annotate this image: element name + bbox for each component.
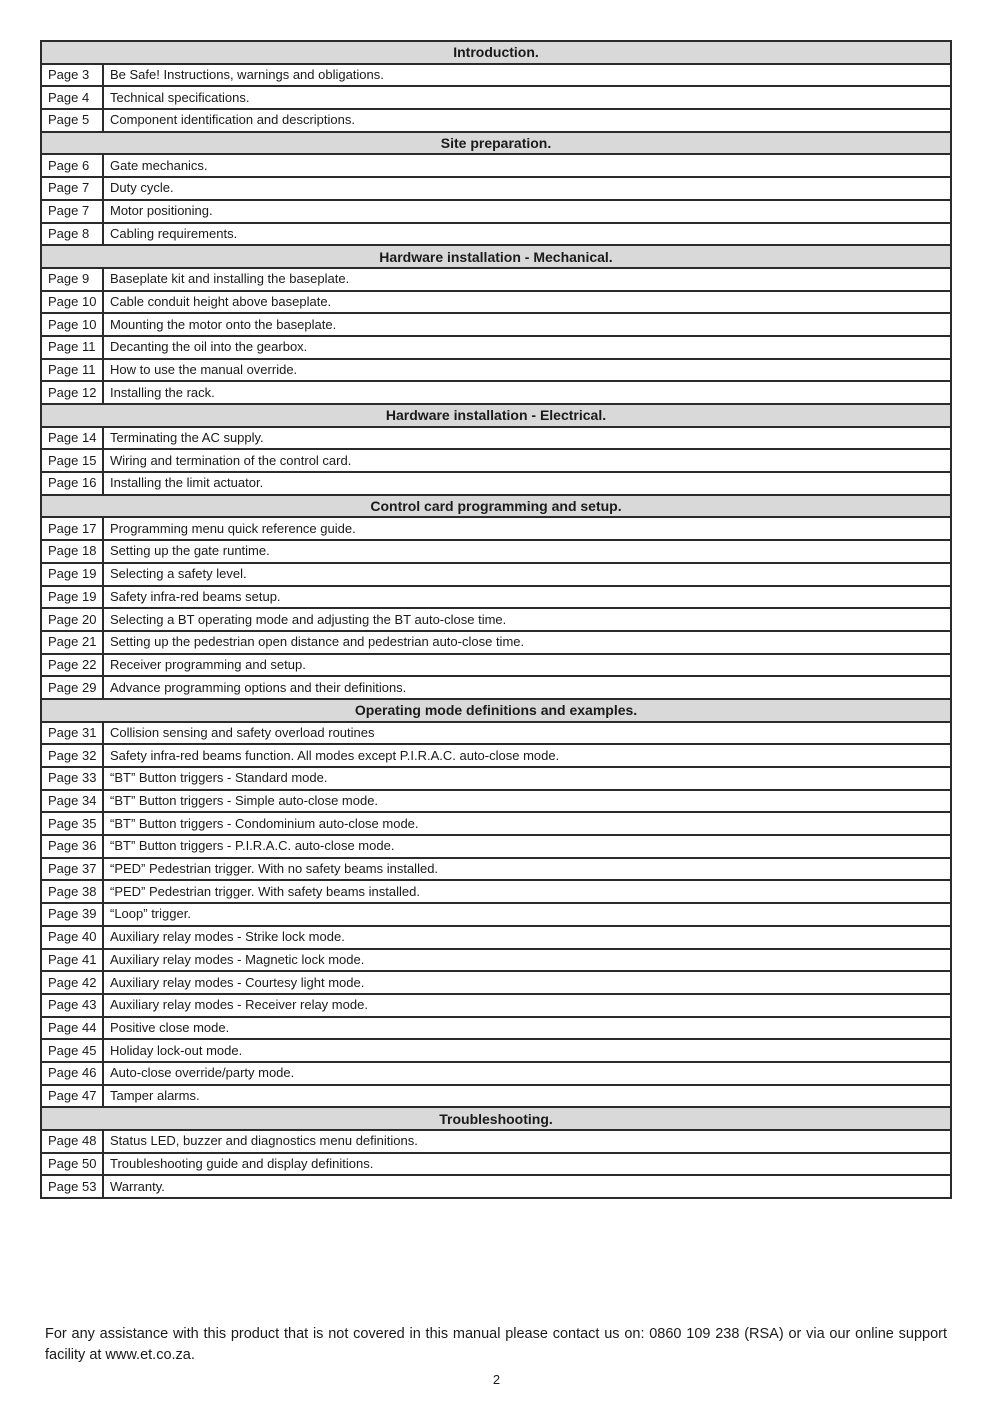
- entry-description: Duty cycle.: [103, 177, 951, 200]
- page-reference: Page 18: [41, 540, 103, 563]
- entry-description: Decanting the oil into the gearbox.: [103, 336, 951, 359]
- page-reference: Page 47: [41, 1085, 103, 1108]
- entry-description: Selecting a safety level.: [103, 563, 951, 586]
- page-reference: Page 42: [41, 971, 103, 994]
- page-reference: Page 48: [41, 1130, 103, 1153]
- entry-description: How to use the manual override.: [103, 359, 951, 382]
- entry-description: Be Safe! Instructions, warnings and obligations.: [103, 64, 951, 87]
- page-reference: Page 6: [41, 154, 103, 177]
- page-reference: Page 7: [41, 200, 103, 223]
- toc-entry-row: [41, 64, 951, 87]
- section-title: Hardware installation - Mechanical.: [41, 245, 951, 268]
- entry-description: Auxiliary relay modes - Strike lock mode.: [103, 926, 951, 949]
- toc-entry-row: [41, 336, 951, 359]
- page-reference: Page 39: [41, 903, 103, 926]
- page-reference: Page 8: [41, 223, 103, 246]
- toc-entry-row: [41, 517, 951, 540]
- entry-description: Programming menu quick reference guide.: [103, 517, 951, 540]
- entry-description: Wiring and termination of the control card.: [103, 449, 951, 472]
- entry-description: “BT” Button triggers - P.I.R.A.C. auto-close mode.: [103, 835, 951, 858]
- page-reference: Page 12: [41, 381, 103, 404]
- entry-description: Installing the limit actuator.: [103, 472, 951, 495]
- toc-entry-row: [41, 223, 951, 246]
- entry-description: Status LED, buzzer and diagnostics menu definitions.: [103, 1130, 951, 1153]
- page-reference: Page 20: [41, 608, 103, 631]
- entry-description: Installing the rack.: [103, 381, 951, 404]
- page-reference: Page 11: [41, 359, 103, 382]
- toc-entry-row: [41, 449, 951, 472]
- entry-description: Collision sensing and safety overload routines: [103, 722, 951, 745]
- toc-entry-row: [41, 291, 951, 314]
- entry-description: Baseplate kit and installing the baseplate.: [103, 268, 951, 291]
- toc-entry-row: [41, 1062, 951, 1085]
- toc-entry-row: [41, 1017, 951, 1040]
- entry-description: Technical specifications.: [103, 86, 951, 109]
- page-reference: Page 38: [41, 880, 103, 903]
- toc-entry-row: [41, 1130, 951, 1153]
- toc-entry-row: [41, 381, 951, 404]
- page-reference: Page 34: [41, 790, 103, 813]
- toc-entry-row: [41, 427, 951, 450]
- entry-description: “Loop” trigger.: [103, 903, 951, 926]
- page-reference: Page 16: [41, 472, 103, 495]
- entry-description: “PED” Pedestrian trigger. With safety beams installed.: [103, 880, 951, 903]
- section-header-row: [41, 1107, 951, 1130]
- entry-description: Gate mechanics.: [103, 154, 951, 177]
- toc-entry-row: [41, 1153, 951, 1176]
- section-title: Operating mode definitions and examples.: [41, 699, 951, 722]
- section-title: Troubleshooting.: [41, 1107, 951, 1130]
- page-reference: Page 35: [41, 812, 103, 835]
- table-of-contents: [40, 40, 952, 1199]
- entry-description: Auxiliary relay modes - Magnetic lock mode.: [103, 949, 951, 972]
- section-header-row: [41, 132, 951, 155]
- toc-entry-row: [41, 676, 951, 699]
- page-reference: Page 11: [41, 336, 103, 359]
- section-header-row: [41, 495, 951, 518]
- section-title: Control card programming and setup.: [41, 495, 951, 518]
- page-reference: Page 46: [41, 1062, 103, 1085]
- page-reference: Page 36: [41, 835, 103, 858]
- entry-description: Motor positioning.: [103, 200, 951, 223]
- page-reference: Page 31: [41, 722, 103, 745]
- entry-description: Advance programming options and their definitions.: [103, 676, 951, 699]
- page-reference: Page 29: [41, 676, 103, 699]
- toc-entry-row: [41, 926, 951, 949]
- page-reference: Page 14: [41, 427, 103, 450]
- entry-description: Receiver programming and setup.: [103, 654, 951, 677]
- page-reference: Page 41: [41, 949, 103, 972]
- page-reference: Page 44: [41, 1017, 103, 1040]
- entry-description: Troubleshooting guide and display definitions.: [103, 1153, 951, 1176]
- page-reference: Page 45: [41, 1039, 103, 1062]
- entry-description: Holiday lock-out mode.: [103, 1039, 951, 1062]
- toc-entry-row: [41, 971, 951, 994]
- page-reference: Page 50: [41, 1153, 103, 1176]
- toc-entry-row: [41, 812, 951, 835]
- entry-description: Setting up the pedestrian open distance and pedestrian auto-close time.: [103, 631, 951, 654]
- entry-description: “PED” Pedestrian trigger. With no safety beams installed.: [103, 858, 951, 881]
- section-title: Introduction.: [41, 41, 951, 64]
- entry-description: Auxiliary relay modes - Courtesy light mode.: [103, 971, 951, 994]
- toc-entry-row: [41, 1175, 951, 1198]
- page-reference: Page 33: [41, 767, 103, 790]
- toc-entry-row: [41, 177, 951, 200]
- page-number: 2: [492, 1372, 501, 1387]
- entry-description: Auto-close override/party mode.: [103, 1062, 951, 1085]
- entry-description: Cabling requirements.: [103, 223, 951, 246]
- entry-description: “BT” Button triggers - Simple auto-close mode.: [103, 790, 951, 813]
- page-reference: Page 43: [41, 994, 103, 1017]
- toc-entry-row: [41, 313, 951, 336]
- toc-entry-row: [41, 1039, 951, 1062]
- toc-entry-row: [41, 880, 951, 903]
- toc-entry-row: [41, 835, 951, 858]
- entry-description: “BT” Button triggers - Condominium auto-close mode.: [103, 812, 951, 835]
- entry-description: “BT” Button triggers - Standard mode.: [103, 767, 951, 790]
- toc-entry-row: [41, 109, 951, 132]
- page-reference: Page 4: [41, 86, 103, 109]
- entry-description: Safety infra-red beams function. All modes except P.I.R.A.C. auto-close mode.: [103, 744, 951, 767]
- page-reference: Page 37: [41, 858, 103, 881]
- toc-entry-row: [41, 631, 951, 654]
- toc-entry-row: [41, 154, 951, 177]
- entry-description: Component identification and descriptions.: [103, 109, 951, 132]
- page-reference: Page 10: [41, 313, 103, 336]
- entry-description: Setting up the gate runtime.: [103, 540, 951, 563]
- toc-entry-row: [41, 359, 951, 382]
- entry-description: Positive close mode.: [103, 1017, 951, 1040]
- page-reference: Page 9: [41, 268, 103, 291]
- section-title: Hardware installation - Electrical.: [41, 404, 951, 427]
- toc-entry-row: [41, 472, 951, 495]
- toc-entry-row: [41, 903, 951, 926]
- section-header-row: [41, 41, 951, 64]
- entry-description: Cable conduit height above baseplate.: [103, 291, 951, 314]
- entry-description: Terminating the AC supply.: [103, 427, 951, 450]
- toc-entry-row: [41, 790, 951, 813]
- page-reference: Page 10: [41, 291, 103, 314]
- page-reference: Page 53: [41, 1175, 103, 1198]
- section-title: Site preparation.: [41, 132, 951, 155]
- toc-entry-row: [41, 86, 951, 109]
- section-header-row: [41, 245, 951, 268]
- toc-entry-row: [41, 1085, 951, 1108]
- entry-description: Selecting a BT operating mode and adjusting the BT auto-close time.: [103, 608, 951, 631]
- entry-description: Auxiliary relay modes - Receiver relay mode.: [103, 994, 951, 1017]
- toc-entry-row: [41, 268, 951, 291]
- entry-description: Tamper alarms.: [103, 1085, 951, 1108]
- page-reference: Page 19: [41, 563, 103, 586]
- page-reference: Page 15: [41, 449, 103, 472]
- toc-entry-row: [41, 949, 951, 972]
- entry-description: Safety infra-red beams setup.: [103, 586, 951, 609]
- page-reference: Page 21: [41, 631, 103, 654]
- toc-entry-row: [41, 744, 951, 767]
- toc-entry-row: [41, 608, 951, 631]
- toc-entry-row: [41, 540, 951, 563]
- toc-entry-row: [41, 858, 951, 881]
- entry-description: Mounting the motor onto the baseplate.: [103, 313, 951, 336]
- page-reference: Page 19: [41, 586, 103, 609]
- toc-entry-row: [41, 586, 951, 609]
- entry-description: Warranty.: [103, 1175, 951, 1198]
- toc-entry-row: [41, 654, 951, 677]
- toc-entry-row: [41, 200, 951, 223]
- page-reference: Page 40: [41, 926, 103, 949]
- assistance-note: For any assistance with this product that is not covered in this manual please contact us on: 0860 109 238 (RSA) or via our online support facility at www.et.co.za.: [45, 1326, 947, 1363]
- toc-entry-row: [41, 563, 951, 586]
- toc-entry-row: [41, 722, 951, 745]
- page-reference: Page 22: [41, 654, 103, 677]
- page-reference: Page 3: [41, 64, 103, 87]
- page-reference: Page 32: [41, 744, 103, 767]
- page-reference: Page 5: [41, 109, 103, 132]
- toc-body: [41, 41, 951, 1198]
- toc-entry-row: [41, 994, 951, 1017]
- toc-entry-row: [41, 767, 951, 790]
- page-reference: Page 7: [41, 177, 103, 200]
- section-header-row: [41, 699, 951, 722]
- section-header-row: [41, 404, 951, 427]
- page-reference: Page 17: [41, 517, 103, 540]
